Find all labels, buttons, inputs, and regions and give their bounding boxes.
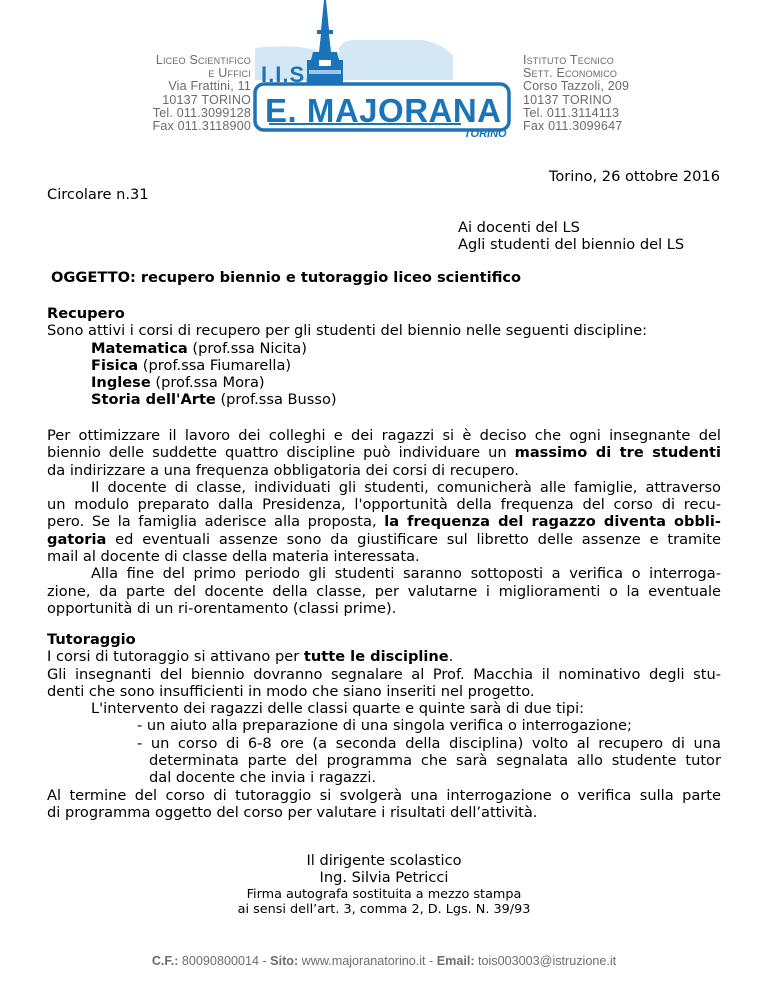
document-date: Torino, 26 ottobre 2016 <box>548 168 720 185</box>
letterhead-left-address <box>111 54 251 133</box>
subject-teacher: (prof.ssa Mora) <box>150 374 265 392</box>
emphasis: la frequenza del ragazzo diventa obbli- <box>384 513 721 531</box>
paragraph-line: di programma oggetto del corso per valutare i risultati dell’attività. <box>47 803 538 821</box>
paragraph-line: zione, da parte del docente della classe, per valutarne i miglioramenti o la eventuale <box>47 582 721 600</box>
letterhead-left-line: Via Frattini, 11 <box>168 79 251 94</box>
letterhead-left-line: Fax 011.3118900 <box>152 119 251 134</box>
subject-teacher: (prof.ssa Nicita) <box>187 339 307 357</box>
recipient: Agli studenti del biennio del LS <box>458 236 685 254</box>
text-run: ed eventuali assenze sono da giustificare sul libretto delle assenze e tramite <box>106 530 721 548</box>
recipients <box>458 219 684 254</box>
letterhead-left-line: Tel. 011.3099128 <box>152 105 251 120</box>
list-item: - un aiuto alla preparazione di una singola verifica o interrogazione; <box>137 717 632 735</box>
paragraph-line: Gli insegnanti del biennio dovranno segnalare al Prof. Macchia il nominativo degli stu- <box>47 665 721 683</box>
footer-email-label: Email: <box>436 954 475 968</box>
subject-item <box>47 357 721 374</box>
logo-iis: I.I.S. <box>261 62 313 87</box>
section-heading: Tutoraggio <box>47 631 136 648</box>
text-run: . <box>448 648 454 666</box>
paragraph-line: Sono attivi i corsi di recupero per gli studenti del biennio nelle seguenti discipline: <box>47 322 648 340</box>
paragraph-line: Alla fine del primo periodo gli studenti saranno sottoposti a verifica o interroga- <box>91 565 721 583</box>
signature-note: Firma autografa sostituita a mezzo stampa <box>246 886 522 902</box>
letterhead-right-line: Tel. 011.3114113 <box>523 105 620 120</box>
paragraph-line: da indirizzare a una frequenza obbligatoria dei corsi di recupero. <box>47 461 519 479</box>
circular-number: Circolare n.31 <box>47 186 149 203</box>
letterhead-left-line: Liceo Scientifico <box>155 53 251 67</box>
signature-role: Il dirigente scolastico <box>306 852 462 869</box>
subject-name: Storia dell'Arte <box>91 391 216 409</box>
signature-note: ai sensi dell’art. 3, comma 2, D. Lgs. N. 39/93 <box>237 901 531 917</box>
section-recupero <box>47 305 721 409</box>
letterhead-right-line: Istituto Tecnico <box>523 53 614 67</box>
letterhead-left-line: 10137 TORINO <box>162 92 251 107</box>
logo-city-tag: TORINO <box>464 128 507 140</box>
letterhead <box>93 0 676 153</box>
letterhead-right-line: Corso Tazzoli, 209 <box>523 79 630 94</box>
paragraph-line: Per ottimizzare il lavoro dei colleghi e dei ragazzi si è deciso che ogni insegnante del <box>47 427 721 444</box>
subject-name: Matematica <box>91 339 188 357</box>
letterhead-left-line: e Uffici <box>208 66 251 81</box>
paragraph-line <box>47 531 721 548</box>
paragraph-line <box>47 648 721 665</box>
emphasis: massimo di tre studenti <box>514 444 721 462</box>
paragraph-line: Il docente di classe, individuati gli studenti, comunicherà alle famiglie, attraverso <box>91 478 721 496</box>
signature-name: Ing. Silvia Petricci <box>319 869 449 887</box>
footer-site-link[interactable]: www.majoranatorino.it - <box>298 954 437 968</box>
subject-item <box>47 340 721 357</box>
list-item-continuation: determinata parte del programma che sarà segnalata allo studente tutor <box>149 752 721 770</box>
subject-line: OGGETTO: recupero biennio e tutoraggio liceo scientifico <box>51 269 522 286</box>
subject-teacher: (prof.ssa Fiumarella) <box>138 356 292 374</box>
paragraph-line: denti che sono insufficienti in modo che siano inseriti nel progetto. <box>47 682 535 700</box>
paragraph-line: Al termine del corso di tutoraggio si svolgerà una interrogazione o verifica sulla parte <box>47 786 721 804</box>
letterhead-right-line: 10137 TORINO <box>523 92 612 107</box>
list-item: - un corso di 6-8 ore (a seconda della disciplina) volto al recupero di una <box>137 734 721 752</box>
paragraph-line: mail al docente di classe della materia interessata. <box>47 548 420 566</box>
paragraph-line: un modulo preparato dalla Presidenza, l'opportunità della frequenza del corso di recu- <box>47 496 721 514</box>
section-tutoraggio <box>47 631 721 821</box>
recipient: Ai docenti del LS <box>458 219 580 236</box>
footer-cf-label: C.F.: <box>151 954 179 968</box>
signature-block <box>0 852 768 917</box>
emphasis: tutte le discipline <box>303 648 449 666</box>
footer-site-label: Sito: <box>270 954 299 968</box>
emphasis: gatoria <box>47 530 107 548</box>
subject-item <box>47 374 721 391</box>
text-run: I corsi di tutoraggio si attivano per <box>47 648 304 666</box>
subject-teacher: (prof.ssa Busso) <box>215 391 337 409</box>
subject-item <box>47 391 721 408</box>
text-run: pero. Se la famiglia aderisce alla proposta, <box>47 513 385 531</box>
subject-name: Fisica <box>91 356 139 374</box>
letterhead-right-address <box>523 54 673 133</box>
paragraph-recupero <box>47 427 721 617</box>
paragraph-line: L'intervento dei ragazzi delle classi quarte e quinte sarà di due tipi: <box>91 700 585 718</box>
logo-school-name: E. MAJORANA <box>265 92 502 129</box>
footer-email-link[interactable]: tois003003@istruzione.it <box>474 954 617 968</box>
letterhead-right-line: Sett. Economico <box>523 66 618 81</box>
section-heading: Recupero <box>47 305 125 322</box>
page-footer <box>0 954 768 968</box>
paragraph-line <box>47 444 721 461</box>
letterhead-right-line: Fax 011.3099647 <box>523 119 623 134</box>
text-run: biennio delle suddette quattro discipline può individuare un <box>47 444 515 462</box>
footer-cf: 80090800014 - <box>178 954 271 968</box>
paragraph-line: opportunità di un ri-orentamento (classi prime). <box>47 599 397 617</box>
subject-name: Inglese <box>91 374 151 392</box>
list-item-continuation: dal docente che invia i ragazzi. <box>149 769 377 787</box>
paragraph-line <box>47 513 721 530</box>
